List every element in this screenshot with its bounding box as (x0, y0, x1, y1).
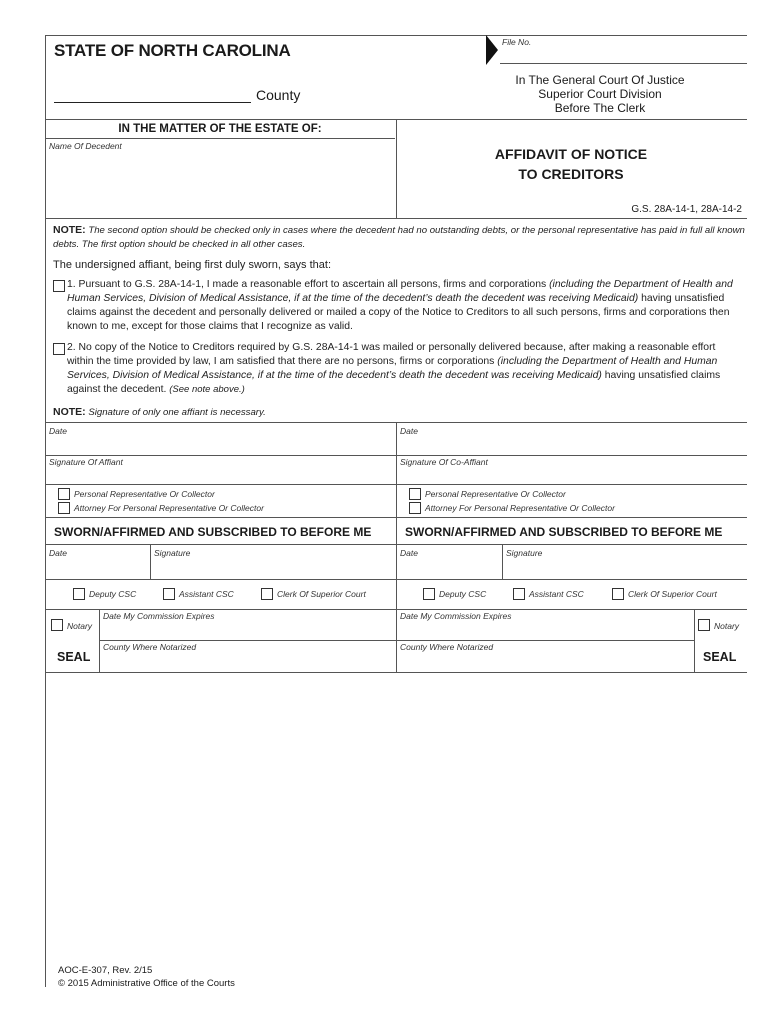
court-line-2: Superior Court Division (538, 87, 662, 101)
right-county-notarized-label: County Where Notarized (400, 642, 494, 652)
court-line-3: Before The Clerk (554, 101, 646, 115)
left-deputy-csc-label: Deputy CSC (89, 589, 137, 599)
statute-reference: G.S. 28A-14-1, 28A-14-2 (631, 204, 742, 215)
left-county-notarized-label: County Where Notarized (103, 642, 197, 652)
notary-left-date-field[interactable] (49, 560, 147, 576)
right-deputy-csc-checkbox[interactable] (423, 588, 435, 600)
right-commission-field[interactable] (400, 622, 690, 638)
right-deputy-csc-label: Deputy CSC (439, 589, 487, 599)
affiant-attorney-checkbox[interactable] (58, 502, 70, 514)
title-bottom-border (45, 218, 747, 219)
note-1-text: The second option should be checked only in cases where the decedent had no outstanding debts, or the personal representative has paid in full all known debts. The first option should be checked in all other cases. (53, 225, 745, 250)
file-no-bottom-border (500, 63, 747, 64)
right-notary-checkbox[interactable] (698, 619, 710, 631)
option-1-checkbox[interactable] (53, 280, 65, 292)
right-seal-label: SEAL (703, 650, 737, 664)
note-2-label: NOTE: (53, 406, 86, 418)
option-1-text-c: having unsatisfied claims against the decedent and personally delivered or mailed a copy of the Notice to Creditors to all such persons, firms and corporations then known to me, except for those claims that I recognize as valid. (67, 293, 730, 332)
right-notary-label: Notary (714, 621, 740, 631)
county-label: County (256, 87, 301, 103)
note-1 (53, 223, 745, 252)
signature-affiant-label: Signature Of Affiant (49, 457, 123, 467)
affiant-date-label: Date (49, 426, 67, 436)
option-2-text-d: (See note above.) (169, 384, 245, 395)
left-commission-field[interactable] (103, 622, 391, 638)
signature-coaffiant-field[interactable] (400, 468, 742, 482)
county-underline[interactable] (54, 102, 251, 103)
sworn-heading-right: SWORN/AFFIRMED AND SUBSCRIBED TO BEFORE ME (405, 525, 723, 539)
form-number: AOC-E-307, Rev. 2/15 (58, 965, 153, 976)
notary-right-date-label: Date (400, 548, 418, 558)
right-assistant-csc-label: Assistant CSC (529, 589, 584, 599)
file-no-label: File No. (502, 37, 532, 47)
option-1-text-b: (including the Department of Health and Human Services, Division of Medical Assistance, if at the time of the decedent’s death the decedent was receiving Medicaid) (67, 279, 733, 304)
notary-left-signature-label: Signature (154, 548, 191, 558)
estate-heading-underline (45, 138, 395, 139)
notary-right-date-field[interactable] (400, 560, 498, 576)
coaffiant-attorney-label: Attorney For Personal Representative Or Collector (425, 503, 615, 513)
option-1-text-a: 1. Pursuant to G.S. 28A-14-1, I made a reasonable effort to ascertain all persons, firms and corporations (67, 279, 550, 290)
officer-row-bottom (45, 609, 747, 610)
estate-heading: IN THE MATTER OF THE ESTATE OF: (118, 123, 322, 135)
left-clerk-label: Clerk Of Superior Court (277, 589, 366, 599)
right-commission-label: Date My Commission Expires (400, 611, 512, 621)
notary-signature-row-bottom (45, 579, 747, 580)
notary-left-signature-field[interactable] (154, 560, 392, 576)
file-no-arrow-icon (486, 35, 500, 65)
commission-row-bottom (99, 640, 694, 641)
note-1-label: NOTE: (53, 224, 86, 236)
option-2-checkbox[interactable] (53, 343, 65, 355)
affidavit-title-line-1: AFFIDAVIT OF NOTICE (494, 146, 648, 162)
option-1-text (67, 278, 739, 334)
intro-statement: The undersigned affiant, being first duly sworn, says that: (53, 259, 332, 271)
left-notary-label: Notary (67, 621, 93, 631)
notary-right-signature-field[interactable] (506, 560, 744, 576)
sworn-heading-left: SWORN/AFFIRMED AND SUBSCRIBED TO BEFORE ME (54, 525, 372, 539)
signature-coaffiant-label: Signature Of Co-Affiant (400, 457, 488, 467)
file-no-top-border (500, 35, 747, 36)
coaffiant-personal-rep-checkbox[interactable] (409, 488, 421, 500)
notary-right-date-divider (502, 544, 503, 579)
coaffiant-attorney-checkbox[interactable] (409, 502, 421, 514)
left-clerk-checkbox[interactable] (261, 588, 273, 600)
left-commission-label: Date My Commission Expires (103, 611, 215, 621)
left-deputy-csc-checkbox[interactable] (73, 588, 85, 600)
affiant-attorney-label: Attorney For Personal Representative Or Collector (74, 503, 264, 513)
file-no-field[interactable] (540, 38, 745, 60)
affiant-date-field[interactable] (49, 437, 391, 453)
estate-divider (396, 119, 397, 218)
left-assistant-csc-label: Assistant CSC (179, 589, 234, 599)
notary-right-signature-label: Signature (506, 548, 543, 558)
note-2-text: Signature of only one affiant is necessary. (88, 407, 266, 418)
notary-left-date-divider (150, 544, 151, 579)
affiant-personal-rep-label: Personal Representative Or Collector (74, 489, 215, 499)
signature-center-divider (396, 422, 397, 672)
header-top-border (45, 35, 500, 36)
notary-left-date-label: Date (49, 548, 67, 558)
right-county-notarized-field[interactable] (400, 653, 690, 669)
right-notary-divider (694, 609, 695, 672)
coaffiant-date-field[interactable] (400, 437, 742, 453)
coaffiant-date-label: Date (400, 426, 418, 436)
left-assistant-csc-checkbox[interactable] (163, 588, 175, 600)
affidavit-title-line-2: TO CREDITORS (518, 166, 624, 182)
signature-affiant-field[interactable] (49, 468, 391, 482)
coaffiant-personal-rep-label: Personal Representative Or Collector (425, 489, 566, 499)
signature-row-bottom (45, 484, 747, 485)
state-title: STATE OF NORTH CAROLINA (54, 41, 291, 60)
affiant-personal-rep-checkbox[interactable] (58, 488, 70, 500)
option-2-text-a: 2. No copy of the Notice to Creditors required by G.S. 28A-14-1 was mailed or personally delivered because, after making a reasonable effort within the time provided by law, I am satisfied that there are no persons, firms or corporations (67, 342, 716, 367)
left-seal-label: SEAL (57, 650, 91, 664)
right-clerk-label: Clerk Of Superior Court (628, 589, 717, 599)
date-row-bottom (45, 455, 747, 456)
left-county-notarized-field[interactable] (103, 653, 391, 669)
court-line-1: In The General Court Of Justice (515, 73, 685, 87)
notary-section-bottom (45, 672, 747, 673)
option-2-text (67, 341, 739, 397)
option-2-text-c: having unsatisfied claims against the decedent. (67, 370, 721, 395)
copyright: © 2015 Administrative Office of the Courts (58, 978, 235, 989)
decedent-label: Name Of Decedent (49, 141, 122, 151)
form-left-border (45, 35, 46, 987)
note-2 (53, 405, 266, 420)
capacity-row-bottom (45, 517, 747, 518)
decedent-name-field[interactable] (49, 152, 389, 212)
left-notary-checkbox[interactable] (51, 619, 63, 631)
right-clerk-checkbox[interactable] (612, 588, 624, 600)
option-2-text-b: (including the Department of Health and Human Services, Division of Medical Assistance, if at the time of the decedent’s death the decedent was receiving Medicaid) (67, 356, 718, 381)
right-assistant-csc-checkbox[interactable] (513, 588, 525, 600)
